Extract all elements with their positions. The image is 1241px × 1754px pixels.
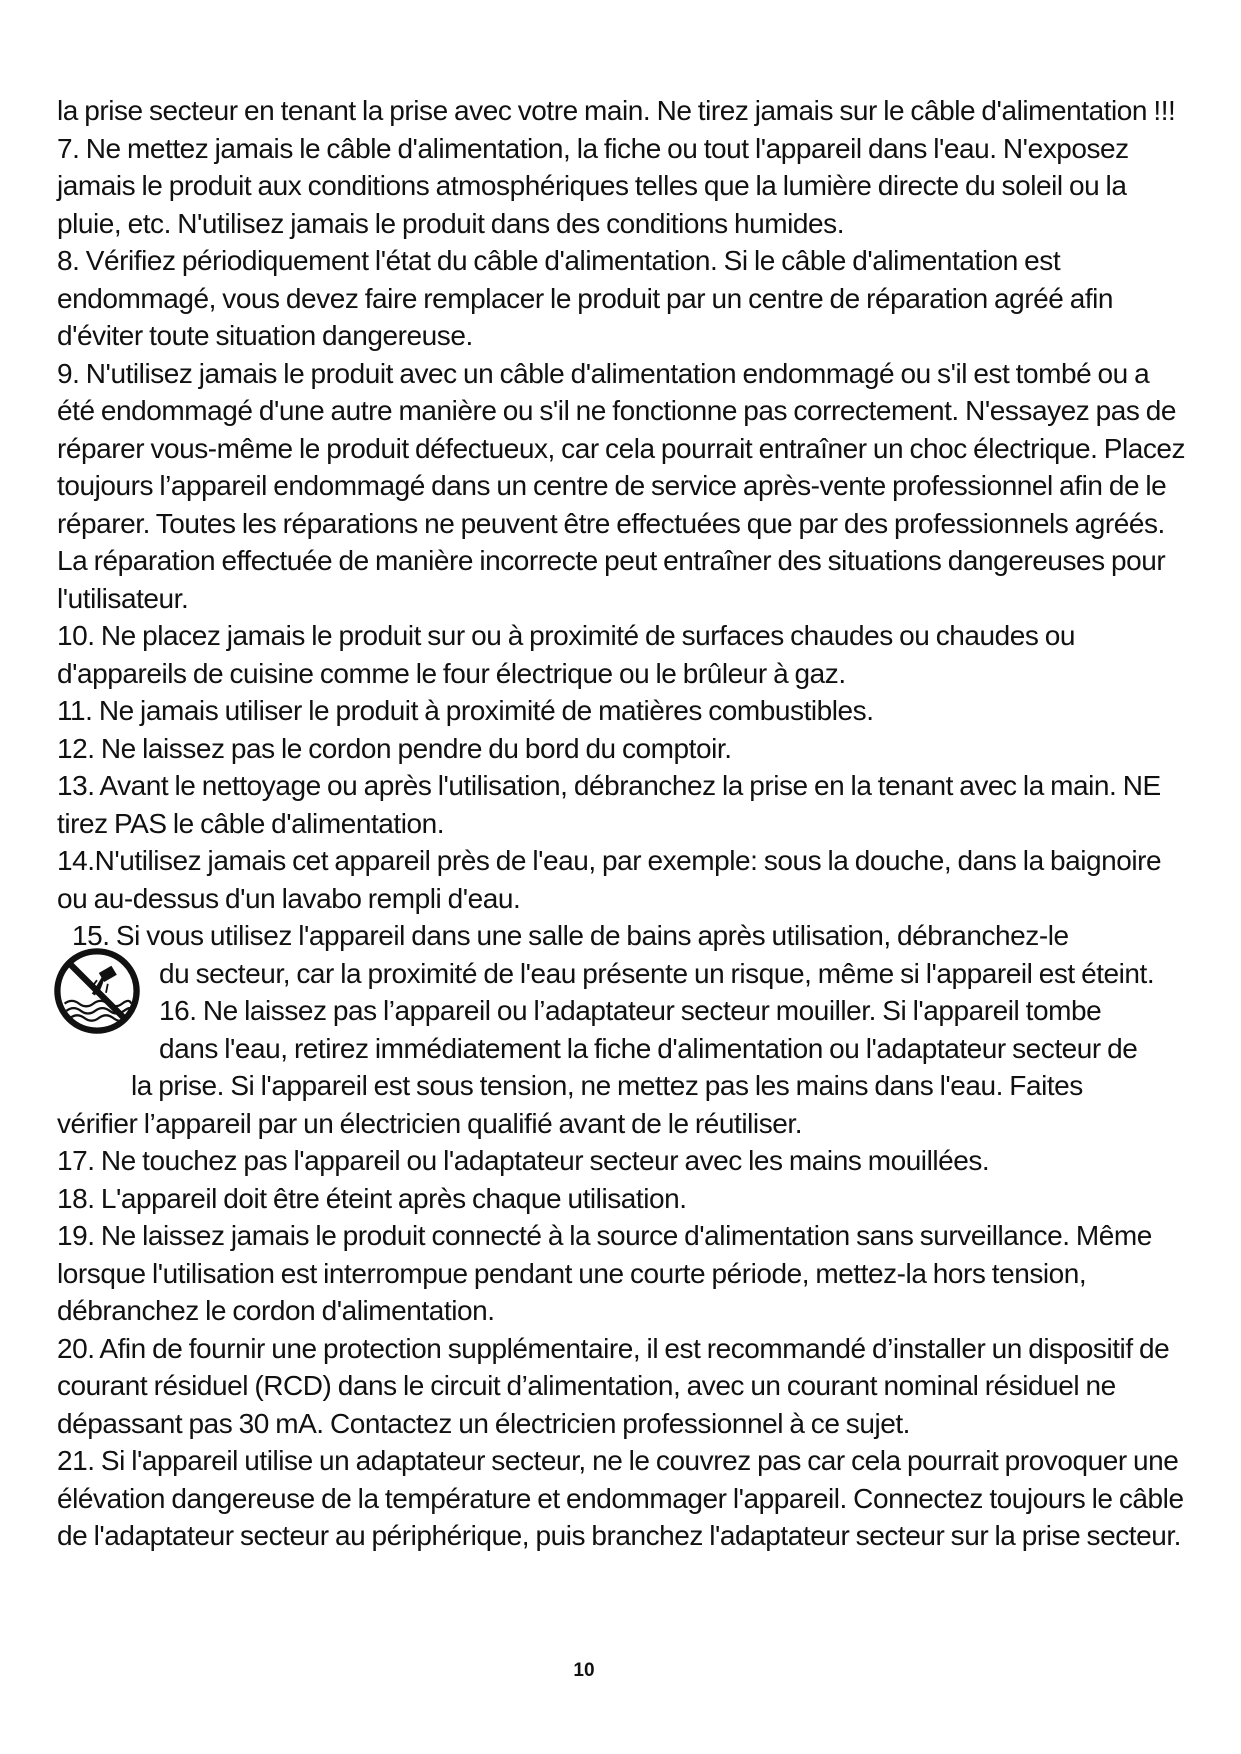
instruction-item-16-line-2: dans l'eau, retirez immédiatement la fiche d'alimentation ou l'adaptateur secteur de xyxy=(159,1032,1138,1064)
instruction-item-17: 17. Ne touchez pas l'appareil ou l'adaptateur secteur avec les mains mouillées. xyxy=(57,1145,990,1176)
instruction-item-8: 8. Vérifiez périodiquement l'état du câble d'alimentation. Si le câble d'alimentation est endommagé, vous devez faire remplacer le produit par un centre de réparation agréé afin d'éviter toute situation dangereuse. xyxy=(57,245,1114,351)
instruction-item-15-line-2: du secteur, car la proximité de l'eau présente un risque, même si l'appareil est éteint. xyxy=(159,957,1155,989)
no-water-bath-icon xyxy=(52,946,142,1036)
instruction-item-10: 10. Ne placez jamais le produit sur ou à proximité de surfaces chaudes ou chaudes ou d'appareils de cuisine comme le four électrique ou le brûleur à gaz. xyxy=(57,620,1076,689)
instruction-item-16-line-3: la prise. Si l'appareil est sous tension, ne mettez pas les mains dans l'eau. Faites xyxy=(131,1070,1083,1101)
water-warning-block xyxy=(57,917,1187,1142)
instruction-item-18: 18. L'appareil doit être éteint après chaque utilisation. xyxy=(57,1182,687,1214)
instruction-continuation: la prise secteur en tenant la prise avec votre main. Ne tirez jamais sur le câble d'alimentation !!! xyxy=(57,95,1176,126)
instruction-item-19: 19. Ne laissez jamais le produit connecté à la source d'alimentation sans surveillance. Même lorsque l'utilisation est interrompue pendant une courte période, mettez-la hors tension, débranchez le cordon d'alimentation. xyxy=(57,1220,1152,1326)
instruction-item-21: 21. Si l'appareil utilise un adaptateur secteur, ne le couvrez pas car cela pourrait provoquer une élévation dangereuse de la température et endommager l'appareil. Connectez toujours le câble de l'adaptateur secteur au périphérique, puis branchez l'adaptateur secteur sur la prise secteur. xyxy=(57,1445,1184,1551)
instruction-item-16-line-1: 16. Ne laissez pas l’appareil ou l’adaptateur secteur mouiller. Si l'appareil tombe xyxy=(159,995,1102,1026)
instruction-item-12: 12. Ne laissez pas le cordon pendre du bord du comptoir. xyxy=(57,732,732,764)
safety-instructions xyxy=(57,92,1187,1555)
page-number: 10 xyxy=(573,1660,595,1681)
instruction-item-15-line-1: 15. Si vous utilisez l'appareil dans une salle de bains après utilisation, débranchez-le xyxy=(72,920,1069,951)
instruction-item-9: 9. N'utilisez jamais le produit avec un câble d'alimentation endommagé ou s'il est tombé ou a été endommagé d'une autre manière ou s'il ne fonctionne pas correctement. N'essayez pas de réparer vous-même le produit défectueux, car cela pourrait entraîner un choc électrique. Placez toujours l’appareil endommagé dans un centre de service après-vente professionnel afin de le réparer. Toutes les réparations ne peuvent être effectuées que par des professionnels agréés. La réparation effectuée de manière incorrecte peut entraîner des situations dangereuses pour l'utilisateur. xyxy=(57,357,1186,614)
instruction-item-7: 7. Ne mettez jamais le câble d'alimentation, la fiche ou tout l'appareil dans l'eau. N'exposez jamais le produit aux conditions atmosphériques telles que la lumière directe du soleil ou la pluie, etc. N'utilisez jamais le produit dans des conditions humides. xyxy=(57,132,1129,239)
instruction-item-16-line-4: vérifier l’appareil par un électricien qualifié avant de le réutiliser. xyxy=(57,1107,803,1139)
instruction-item-20: 20. Afin de fournir une protection supplémentaire, il est recommandé d’installer un dispositif de courant résiduel (RCD) dans le circuit d’alimentation, avec un courant nominal résiduel ne dépassant pas 30 mA. Contactez un électricien professionnel à ce sujet. xyxy=(57,1332,1170,1439)
warning-text xyxy=(57,955,1187,1068)
instruction-item-13: 13. Avant le nettoyage ou après l'utilisation, débranchez la prise en la tenant avec la main. NE tirez PAS le câble d'alimentation. xyxy=(57,770,1161,839)
instruction-item-14: 14.N'utilisez jamais cet appareil près de l'eau, par exemple: sous la douche, dans la baignoire ou au-dessus d'un lavabo rempli d'eau. xyxy=(57,845,1162,914)
instruction-item-11: 11. Ne jamais utiliser le produit à proximité de matières combustibles. xyxy=(57,695,874,726)
